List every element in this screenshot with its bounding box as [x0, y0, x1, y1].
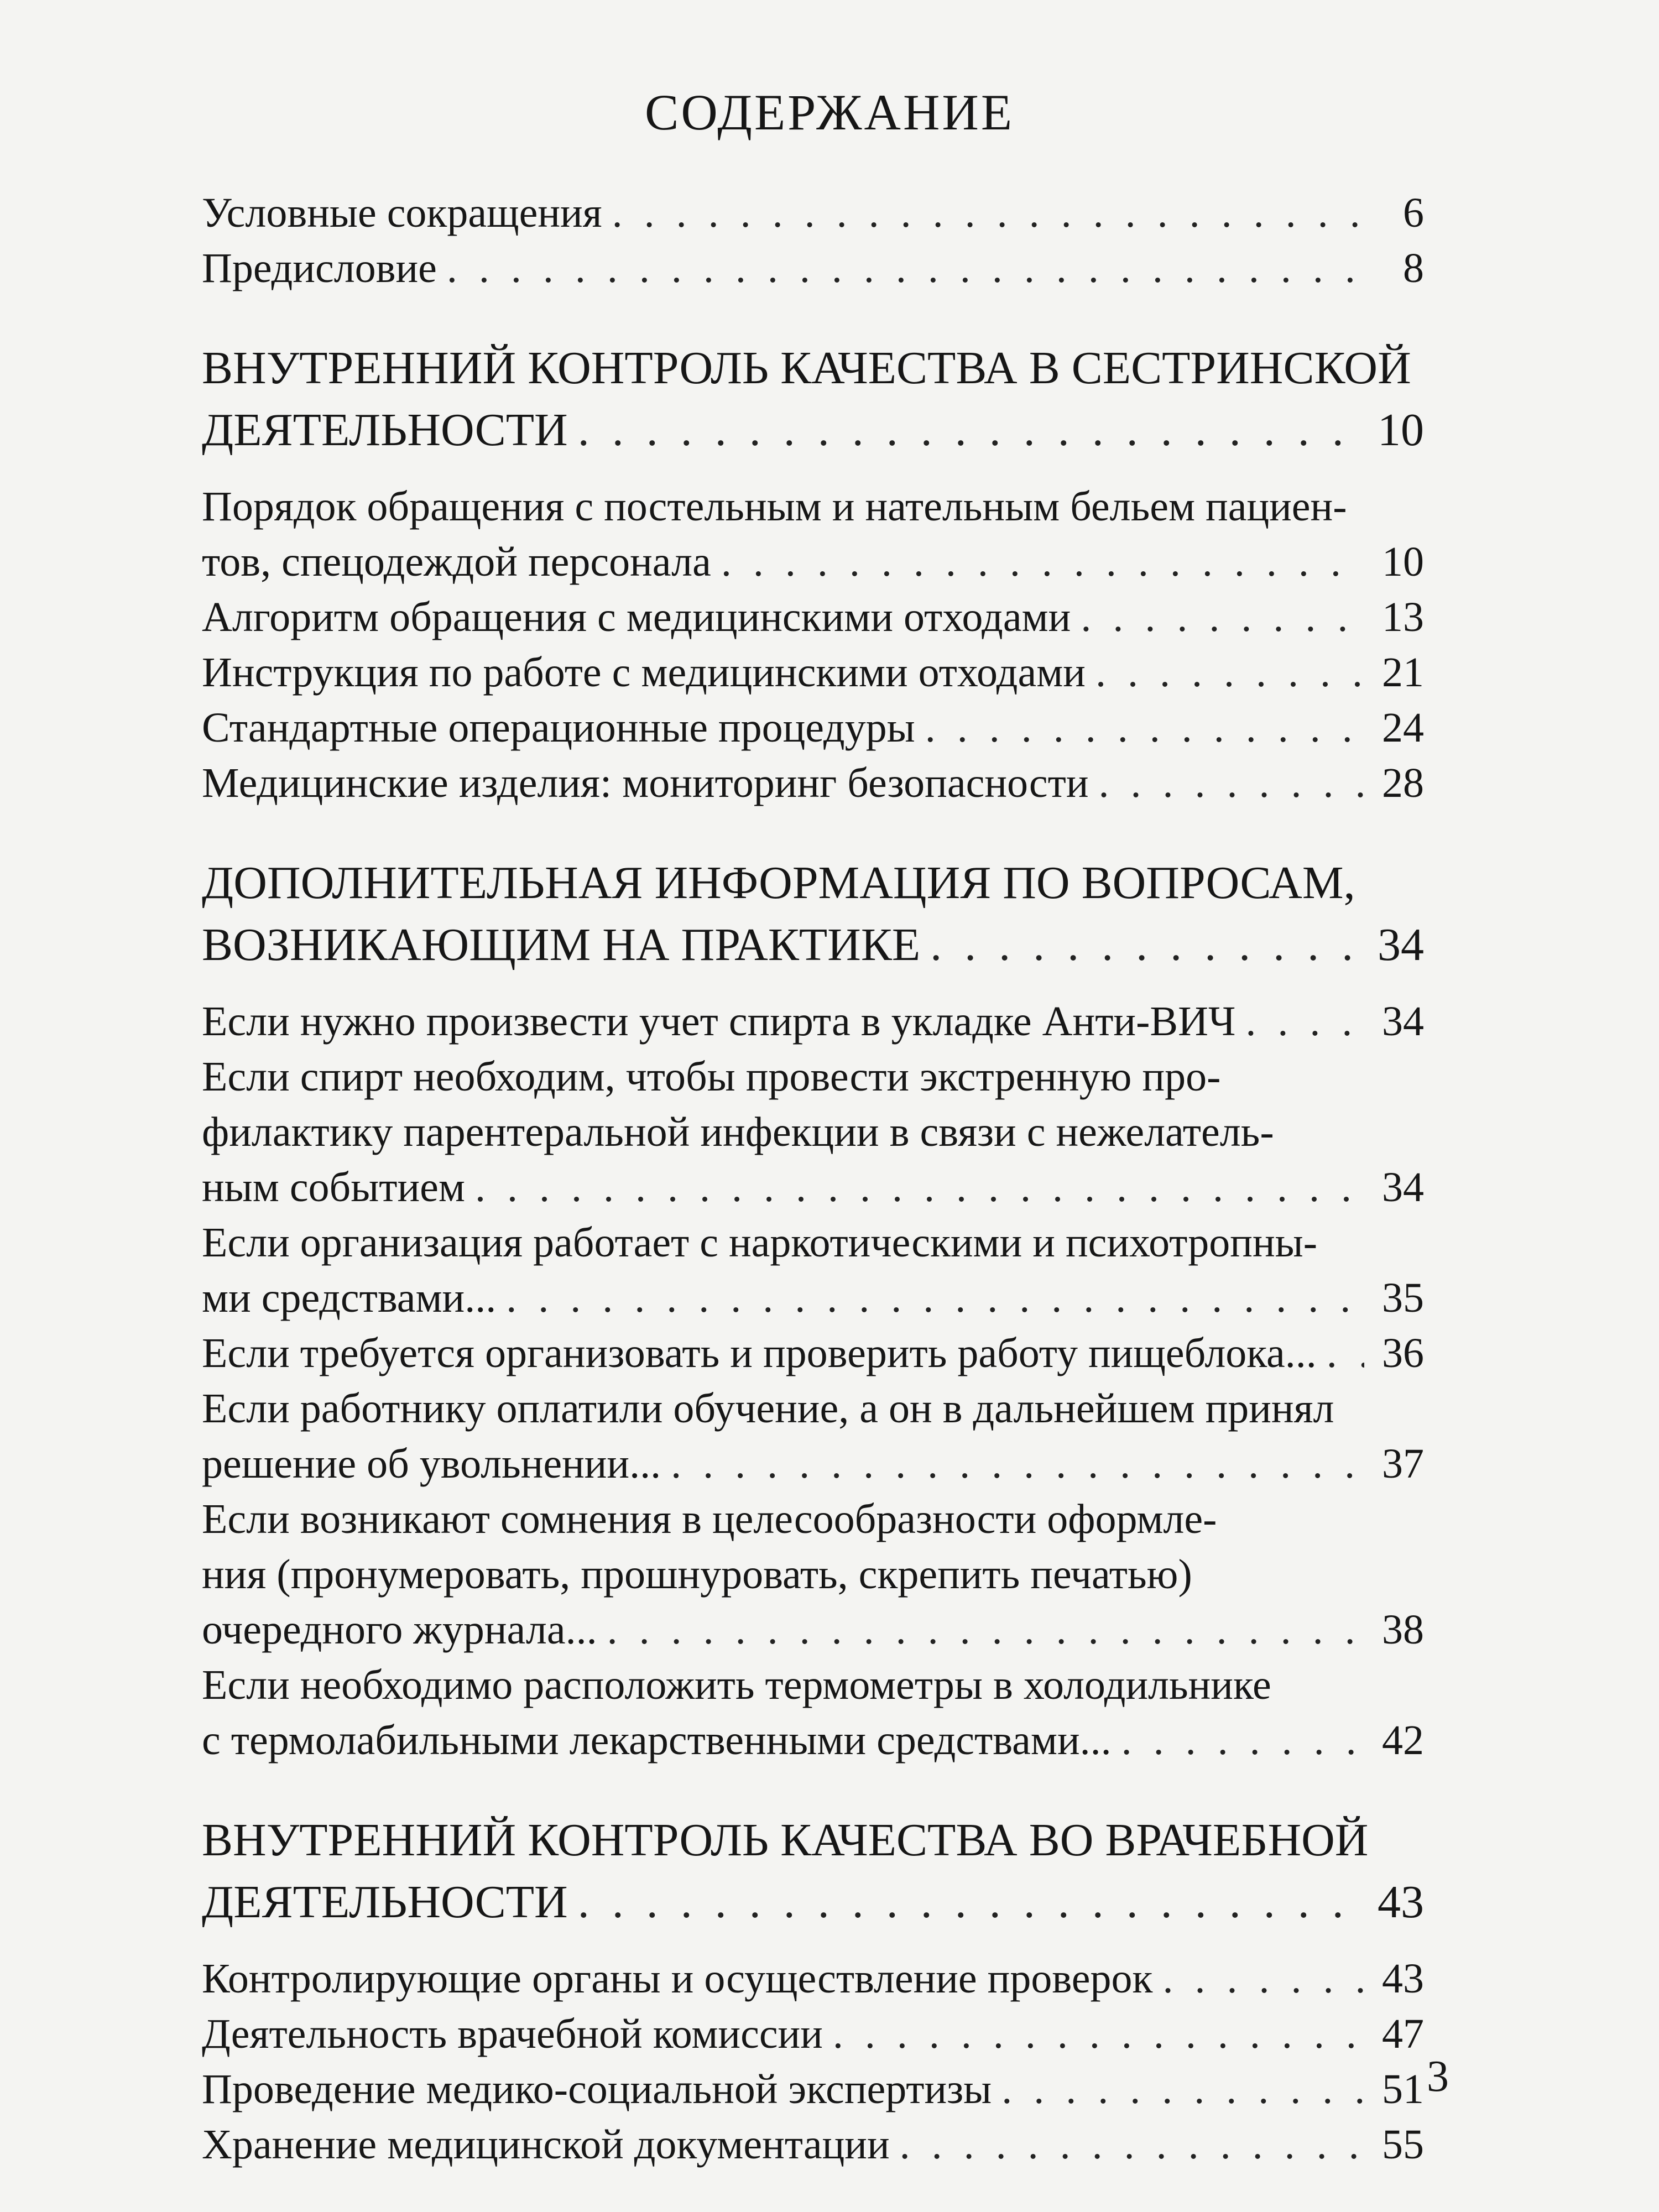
toc-entry	[202, 1215, 1424, 1326]
toc-entry	[202, 1326, 1424, 1381]
toc-entry-last-line	[202, 914, 1424, 976]
dot-leader	[925, 700, 1364, 755]
dot-leader	[930, 914, 1364, 976]
toc-page-number: 34	[1382, 998, 1424, 1045]
toc-page-number: 10	[1378, 404, 1424, 456]
dot-leader	[607, 1602, 1364, 1657]
dot-leader	[1099, 755, 1365, 811]
toc-entry-text-line: ВНУТРЕННИЙ КОНТРОЛЬ КАЧЕСТВА В СЕСТРИНСКОЙ	[202, 342, 1411, 394]
toc-entry-text-line: с термолабильными лекарственными средствами...	[202, 1717, 1112, 1764]
toc-entry	[202, 2062, 1424, 2117]
toc-entry-text-line: Если возникают сомнения в целесообразности оформле-	[202, 1496, 1217, 1542]
dot-leader	[1327, 1326, 1364, 1381]
dot-leader	[506, 1270, 1364, 1326]
toc-page-number: 21	[1382, 649, 1424, 696]
toc-entry-text-line: Условные сокращения	[202, 190, 602, 236]
toc-page-number: 10	[1382, 539, 1424, 585]
toc-entry-last-line	[202, 700, 1424, 755]
toc-entry	[202, 241, 1424, 296]
toc-section-heading	[202, 337, 1424, 461]
toc-section-heading	[202, 1809, 1424, 1933]
dot-leader	[578, 1871, 1364, 1933]
toc-entry-text-line: Алгоритм обращения с медицинскими отходами	[202, 594, 1071, 640]
toc-entry-text-line: Проведение медико-социальной экспертизы	[202, 2066, 992, 2112]
toc-entry-text-line: ДЕЯТЕЛЬНОСТИ	[202, 1876, 568, 1928]
toc-entry-text-line: очередного журнала...	[202, 1606, 597, 1653]
toc-entry-last-line	[202, 2062, 1424, 2117]
toc-entry-last-line	[202, 1270, 1424, 1326]
toc-entry	[202, 2006, 1424, 2062]
toc-entry-last-line	[202, 2006, 1424, 2062]
toc-page-number: 37	[1382, 1441, 1424, 1487]
toc-entry-text-line: Если спирт необходим, чтобы провести экстренную про-	[202, 1053, 1221, 1100]
toc-entry	[202, 185, 1424, 241]
dot-leader	[1081, 589, 1364, 645]
dot-leader	[612, 185, 1364, 241]
dot-leader	[900, 2117, 1364, 2172]
toc-entry-text-line: Стандартные операционные процедуры	[202, 705, 915, 751]
toc-entry	[202, 2117, 1424, 2172]
toc-entry-last-line	[202, 1871, 1424, 1933]
toc-entry-last-line	[202, 534, 1424, 589]
page-number: 3	[1427, 2052, 1449, 2101]
dot-leader	[1095, 645, 1364, 700]
toc-entry-last-line	[202, 399, 1424, 461]
toc-entry	[202, 645, 1424, 700]
toc-entry-text-line: Если необходимо расположить термометры в холодильнике	[202, 1662, 1271, 1708]
toc-entry	[202, 755, 1424, 811]
toc-entry-last-line	[202, 1951, 1424, 2006]
toc-entry-text-line: Если работнику оплатили обучение, а он в дальнейшем принял	[202, 1385, 1334, 1432]
dot-leader	[475, 1160, 1364, 1215]
toc-entry	[202, 1049, 1424, 1215]
toc-page-number: 34	[1378, 919, 1424, 971]
toc-entry-last-line	[202, 1436, 1424, 1491]
toc-page-number: 55	[1382, 2121, 1424, 2168]
dot-leader	[1245, 994, 1364, 1049]
toc-entry	[202, 1951, 1424, 2006]
toc-entry-text-line: ми средствами...	[202, 1275, 497, 1321]
toc-entry	[202, 479, 1424, 589]
toc-entry-text-line: ния (пронумеровать, прошнуровать, скрепить печатью)	[202, 1551, 1192, 1598]
toc-entry-text-line: Если требуется организовать и проверить работу пищеблока...	[202, 1330, 1317, 1376]
toc-page-number: 28	[1382, 760, 1424, 806]
table-of-contents	[202, 171, 1424, 2172]
toc-entry	[202, 1491, 1424, 1657]
dot-leader	[833, 2006, 1364, 2062]
toc-page-number: 13	[1382, 594, 1424, 640]
toc-page-number: 34	[1382, 1164, 1424, 1211]
toc-entry	[202, 994, 1424, 1049]
dot-leader	[1001, 2062, 1364, 2117]
toc-entry-text-line: ДЕЯТЕЛЬНОСТИ	[202, 404, 568, 456]
toc-entry-last-line	[202, 1160, 1424, 1215]
toc-entry-text-line: Порядок обращения с постельным и нательным бельем пациен-	[202, 483, 1347, 530]
dot-leader	[447, 241, 1364, 296]
toc-entry-text-line: Если организация работает с наркотическими и психотропны-	[202, 1219, 1318, 1266]
toc-page-number: 47	[1382, 2011, 1424, 2057]
toc-entry-text-line: решение об увольнении...	[202, 1441, 661, 1487]
toc-entry	[202, 589, 1424, 645]
toc-entry	[202, 700, 1424, 755]
toc-entry-text-line: Контролирующие органы и осуществление проверок	[202, 1955, 1153, 2002]
toc-page-number: 35	[1382, 1275, 1424, 1321]
toc-section-heading	[202, 852, 1424, 976]
toc-entry	[202, 1381, 1424, 1491]
toc-entry-last-line	[202, 589, 1424, 645]
toc-entry-last-line	[202, 1602, 1424, 1657]
toc-entry-text-line: филактику парентеральной инфекции в связи с нежелатель-	[202, 1109, 1274, 1155]
toc-entry-last-line	[202, 994, 1424, 1049]
toc-entry-text-line: тов, спецодеждой персонала	[202, 539, 711, 585]
toc-entry-last-line	[202, 645, 1424, 700]
toc-entry-text-line: Деятельность врачебной комиссии	[202, 2011, 823, 2057]
toc-entry-text-line: ВОЗНИКАЮЩИМ НА ПРАКТИКЕ	[202, 919, 921, 971]
toc-entry-last-line	[202, 1713, 1424, 1768]
toc-page-number: 43	[1378, 1876, 1424, 1928]
toc-page-number: 43	[1382, 1955, 1424, 2002]
toc-entry-last-line	[202, 185, 1424, 241]
toc-entry-text-line: Инструкция по работе с медицинскими отходами	[202, 649, 1086, 696]
toc-entry-last-line	[202, 2117, 1424, 2172]
dot-leader	[1162, 1951, 1364, 2006]
toc-entry-text-line: Хранение медицинской документации	[202, 2121, 890, 2168]
toc-entry-text-line: Медицинские изделия: мониторинг безопасности	[202, 760, 1089, 806]
toc-entry-last-line	[202, 755, 1424, 811]
dot-leader	[578, 399, 1364, 461]
toc-page-number: 8	[1403, 245, 1424, 291]
toc-entry-text-line: Если нужно произвести учет спирта в укладке Анти-ВИЧ	[202, 998, 1236, 1045]
page-title: СОДЕРЖАНИЕ	[644, 84, 1015, 140]
toc-page-number: 51	[1382, 2066, 1424, 2112]
toc-entry-text-line: ДОПОЛНИТЕЛЬНАЯ ИНФОРМАЦИЯ ПО ВОПРОСАМ,	[202, 857, 1355, 909]
toc-entry-last-line	[202, 1326, 1424, 1381]
toc-entry-text-line: ным событием	[202, 1164, 466, 1211]
toc-page-number: 38	[1382, 1606, 1424, 1653]
toc-page-number: 6	[1403, 190, 1424, 236]
toc-entry	[202, 1657, 1424, 1768]
toc-page-number: 36	[1382, 1330, 1424, 1376]
toc-page-number: 24	[1382, 705, 1424, 751]
dot-leader	[1121, 1713, 1364, 1768]
toc-entry-text-line: Предисловие	[202, 245, 437, 291]
dot-leader	[721, 534, 1364, 589]
toc-entry-text-line: ВНУТРЕННИЙ КОНТРОЛЬ КАЧЕСТВА ВО ВРАЧЕБНОЙ	[202, 1814, 1369, 1866]
toc-entry-last-line	[202, 241, 1424, 296]
toc-page-number: 42	[1382, 1717, 1424, 1764]
dot-leader	[671, 1436, 1364, 1491]
